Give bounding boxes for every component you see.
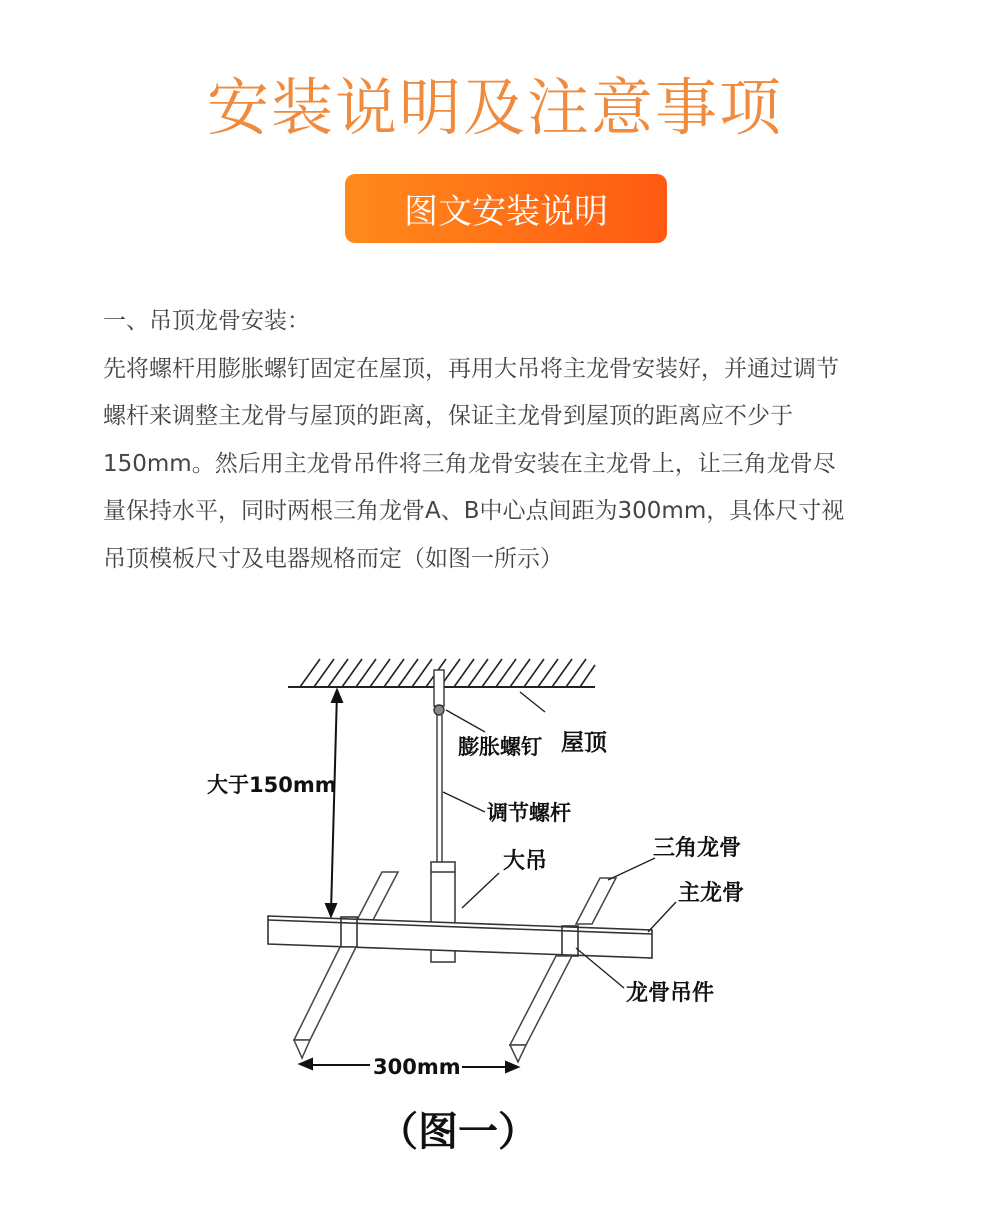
roof-label: 屋顶 [561,730,607,756]
triangle-keel-label: 三角龙骨 [653,836,742,861]
triangle-keel-back [357,872,616,924]
spacing-label: 300mm [373,1055,461,1079]
threaded-rod [434,670,444,862]
paragraph-line: 螺杆来调整主龙骨与屋顶的距离，保证主龙骨到屋顶的距离应不少于 [103,403,793,429]
height-dimension [326,690,342,916]
section-heading: 一、吊顶龙骨安装： [103,308,310,334]
keel-hanger-label: 龙骨吊件 [626,981,715,1006]
big-hanger-label: 大吊 [503,849,548,874]
figure-caption: （图一） [378,1109,538,1155]
main-keel [268,916,652,958]
paragraph-line: 吊顶模板尺寸及电器规格而定（如图一所示） [103,545,563,572]
installation-diagram [0,640,990,1180]
page-title: 安装说明及注意事项 [206,71,783,144]
instruction-text [103,298,903,583]
expansion-screw-label: 膨胀螺钉 [458,735,542,759]
section-button[interactable]: 图文安装说明 [345,174,667,243]
paragraph-line: 量保持水平，同时两根三角龙骨A、B中心点间距为300mm，具体尺寸视 [103,498,845,524]
paragraph-line: 150mm。然后用主龙骨吊件将三角龙骨安装在主龙骨上，让三角龙骨尽 [103,450,836,477]
distance-label: 大于150mm [207,773,337,797]
adjust-screw-label: 调节螺杆 [487,801,571,825]
main-keel-label: 主龙骨 [678,881,745,906]
paragraph-line: 先将螺杆用膨胀螺钉固定在屋顶，再用大吊将主龙骨安装好，并通过调节 [103,355,839,382]
triangle-keel-front [294,947,572,1062]
